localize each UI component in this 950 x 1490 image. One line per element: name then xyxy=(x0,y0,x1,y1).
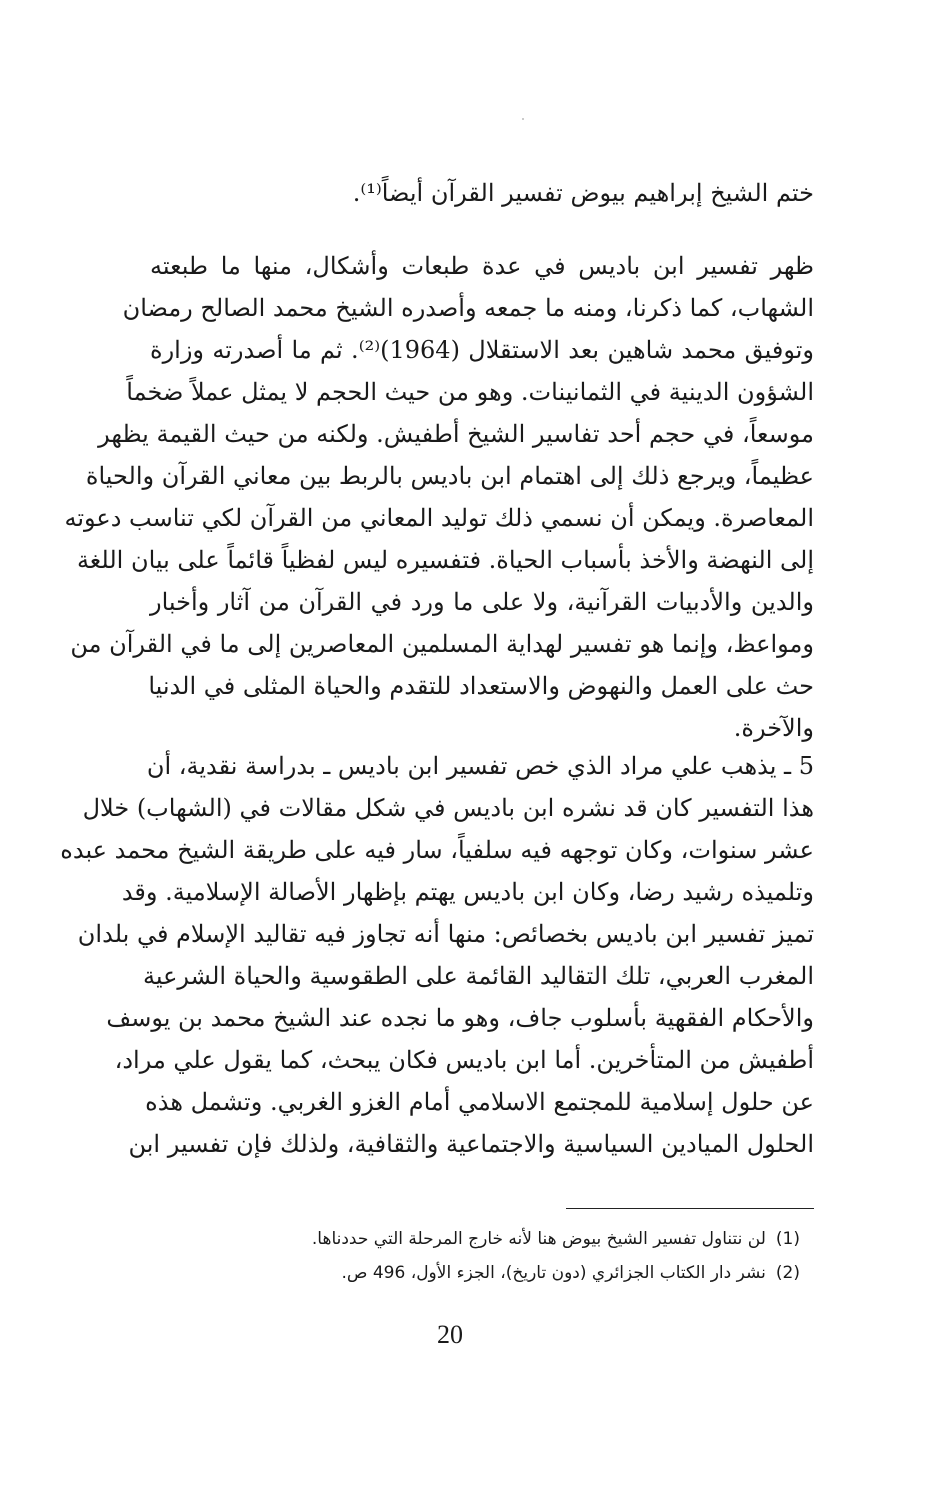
footnote-number: (2) xyxy=(775,1263,800,1283)
footnote-separator xyxy=(566,1208,814,1209)
footnotes xyxy=(150,1222,800,1290)
footnote-1 xyxy=(150,1222,800,1256)
text-line: تميز تفسير ابن باديس بخصائص: منها أنه تجاوز فيه تقاليد الإسلام في بلدان xyxy=(77,920,814,948)
text-line: والدين والأدبيات القرآنية، ولا على ما ورد في القرآن من آثار وأخبار xyxy=(150,588,814,616)
text-line: وتوفيق محمد شاهين بعد الاستقلال (1964)⁽²⁾. ثم ما أصدرته وزارة xyxy=(150,336,815,364)
text-line: الشهاب، كما ذكرنا، ومنه ما جمعه وأصدره الشيخ محمد الصالح رمضان xyxy=(122,294,814,322)
scan-speck xyxy=(522,118,524,120)
text-line: عظيماً، ويرجع ذلك إلى اهتمام ابن باديس بالربط بين معاني القرآن والحياة xyxy=(85,462,814,490)
text-line: والأحكام الفقهية بأسلوب جاف، وهو ما نجده عند الشيخ محمد بن يوسف xyxy=(106,1004,814,1032)
footnote-text: نشر دار الكتاب الجزائري (دون تاريخ)، الجزء الأول، 496 ص. xyxy=(341,1263,766,1283)
footnote-2 xyxy=(150,1256,800,1290)
text-line: هذا التفسير كان قد نشره ابن باديس في شكل مقالات في (الشهاب) خلال xyxy=(82,794,814,822)
footnote-text: لن نتناول تفسير الشيخ بيوض هنا لأنه خارج المرحلة التي حددناها. xyxy=(311,1229,766,1249)
text-line: المغرب العربي، تلك التقاليد القائمة على الطقوسية والحياة الشرعية xyxy=(142,962,814,990)
text-line: إلى النهضة والأخذ بأسباب الحياة. فتفسيره ليس لفظياً قائماً على بيان اللغة xyxy=(76,546,814,574)
text-line: عشر سنوات، وكان توجهه فيه سلفياً، سار فيه على طريقة الشيخ محمد عبده xyxy=(60,836,814,864)
footnote-number: (1) xyxy=(775,1229,800,1249)
page-number: 20 xyxy=(437,1320,463,1349)
text-line: ختم الشيخ إبراهيم بيوض تفسير القرآن أيضاً⁽¹⁾. xyxy=(352,179,814,207)
paragraph-ali-murad xyxy=(60,745,814,1165)
text-line: عن حلول إسلامية للمجتمع الاسلامي أمام الغزو الغربي. وتشمل هذه xyxy=(145,1088,814,1116)
text-line: ومواعظ، وإنما هو تفسير لهداية المسلمين المعاصرين إلى ما في القرآن من xyxy=(70,630,814,658)
paragraph-continuation xyxy=(150,172,814,214)
paragraph-ibn-badis-editions xyxy=(64,245,815,749)
text-line: الشؤون الدينية في الثمانينات. وهو من حيث الحجم لا يمثل عملاً ضخماً xyxy=(126,378,814,406)
text-line: وتلميذه رشيد رضا، وكان ابن باديس يهتم بإظهار الأصالة الإسلامية. وقد xyxy=(121,878,814,906)
text-line: 5 ـ يذهب علي مراد الذي خص تفسير ابن باديس ـ بدراسة نقدية، أن xyxy=(146,752,814,780)
text-line: الحلول الميادين السياسية والاجتماعية والثقافية، ولذلك فإن تفسير ابن xyxy=(128,1130,814,1158)
text-line: ظهر تفسير ابن باديس في عدة طبعات وأشكال، منها ما طبعته xyxy=(150,252,814,280)
text-line: أطفيش من المتأخرين. أما ابن باديس فكان يبحث، كما يقول علي مراد، xyxy=(114,1046,814,1074)
text-line: والآخرة. xyxy=(733,714,814,742)
text-line: المعاصرة. ويمكن أن نسمي ذلك توليد المعاني من القرآن لكي تناسب دعوته xyxy=(64,504,814,532)
text-line: حث على العمل والنهوض والاستعداد للتقدم والحياة المثلى في الدنيا xyxy=(148,672,814,700)
text-line: موسعاً، في حجم أحد تفاسير الشيخ أطفيش. ولكنه من حيث القيمة يظهر xyxy=(98,420,814,448)
